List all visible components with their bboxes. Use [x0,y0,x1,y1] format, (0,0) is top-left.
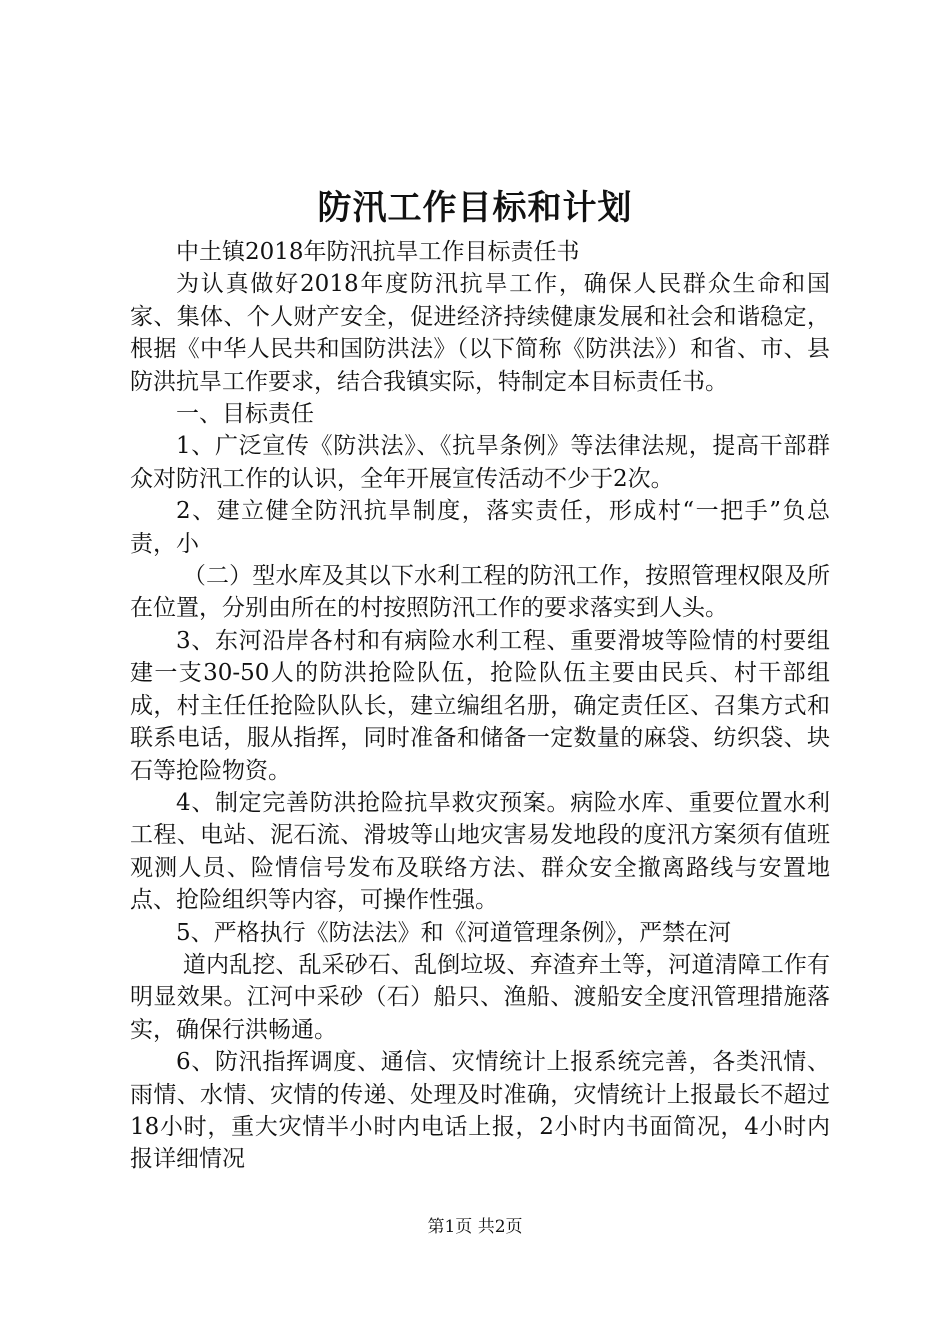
paragraph: 6、防汛指挥调度、通信、灾情统计上报系统完善，各类汛情、雨情、水情、灾情的传递、处理及时准确，灾情统计上报最长不超过18小时，重大灾情半小时内电话上报，2小时内书面简况，4小时内报详细情况 [130,1049,830,1173]
paragraph: 为认真做好2018年度防汛抗旱工作，确保人民群众生命和国家、集体、个人财产安全，促进经济持续健康发展和社会和谐稳定，根据《中华人民共和国防洪法》（以下简称《防洪法》）和省、市、县防洪抗旱工作要求，结合我镇实际，特制定本目标责任书。 [130,271,830,395]
paragraph: 中土镇2018年防汛抗旱工作目标责任书 [176,239,580,265]
paragraph: 3、东河沿岸各村和有病险水利工程、重要滑坡等险情的村要组建一支30-50人的防洪抢险队伍，抢险队伍主要由民兵、村干部组成，村主任任抢险队队长，建立编组名册，确定责任区、召集方式和联系电话，服从指挥，同时准备和储备一定数量的麻袋、纺织袋、块石等抢险物资。 [130,627,830,784]
paragraph: 1、广泛宣传《防洪法》、《抗旱条例》等法律法规，提高干部群众对防汛工作的认识，全年开展宣传活动不少于2次。 [130,433,830,492]
document-body [130,236,830,1176]
paragraph: （二）型水库及其以下水利工程的防汛工作，按照管理权限及所在位置，分别由所在的村按照防汛工作的要求落实到人头。 [130,563,830,622]
page-footer: 第1页 共2页 [427,1217,523,1237]
document-title: 防汛工作目标和计划 [317,188,633,228]
paragraph: 5、严格执行《防法法》和《河道管理条例》，严禁在河 [176,919,732,946]
section-heading: 一、目标责任 [176,401,314,428]
paragraph: 2、建立健全防汛抗旱制度，落实责任，形成村“一把手”负总责，小 [130,498,830,557]
paragraph: 道内乱挖、乱采砂石、乱倒垃圾、弃渣弃土等，河道清障工作有明显效果。江河中采砂（石）船只、渔船、渡船安全度汛管理措施落实，确保行洪畅通。 [130,951,830,1043]
paragraph: 4、制定完善防洪抢险抗旱救灾预案。病险水库、重要位置水利工程、电站、泥石流、滑坡等山地灾害易发地段的度汛方案须有值班观测人员、险情信号发布及联络方法、群众安全撤离路线与安置地点、抢险组织等内容，可操作性强。 [130,789,830,914]
